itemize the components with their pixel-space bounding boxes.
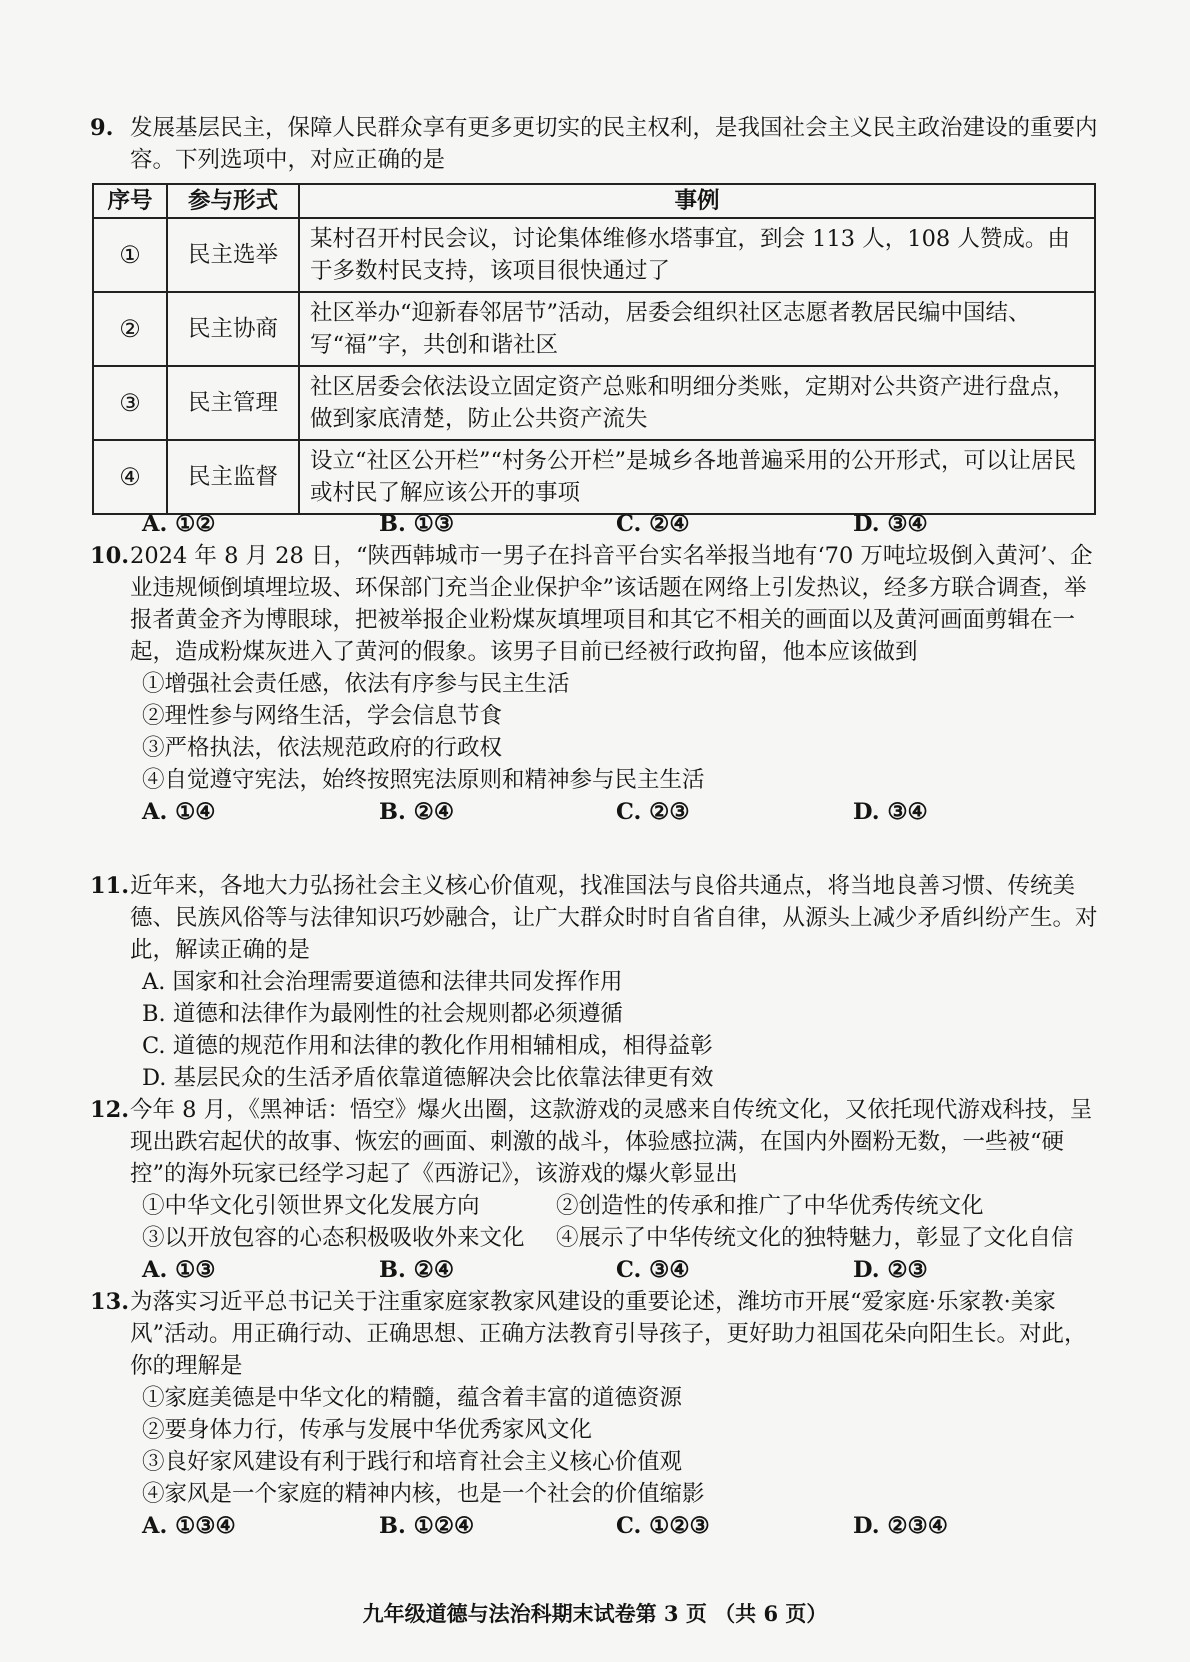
table-row <box>93 292 1095 366</box>
row-id: ④ <box>93 440 167 514</box>
statement-item: ③严格执法，依法规范政府的行政权 <box>142 735 503 761</box>
question-stem: 发展基层民主，保障人民群众享有更多更切实的民主权利，是我国社会主义民主政治建设的重要内容。下列选项中，对应正确的是 <box>130 115 1098 173</box>
question-stem: 近年来，各地大力弘扬社会主义核心价值观，找准国法与良俗共通点，将当地良善习惯、传统美德、民族风俗等与法律知识巧妙融合，让广大群众时时自省自律，从源头上减少矛盾纠纷产生。对此，解读正确的是 <box>130 873 1098 963</box>
question-12 <box>90 1094 1100 1286</box>
question-number: 11. <box>90 873 130 899</box>
question-9 <box>90 112 1100 176</box>
choice-c[interactable]: C. 道德的规范作用和法律的教化作用相辅相成，相得益彰 <box>142 1033 713 1059</box>
row-form: 民主协商 <box>167 292 299 366</box>
statement-item: ①增强社会责任感，依法有序参与民主生活 <box>142 671 570 697</box>
statement-item: ③以开放包容的心态积极吸收外来文化 <box>142 1225 525 1251</box>
page-footer: 九年级道德与法治科期末试卷第 3 页 （共 6 页） <box>362 1601 828 1626</box>
row-id: ① <box>93 218 167 292</box>
row-example: 社区举办“迎新春邻居节”活动，居委会组织社区志愿者教居民编中国结、写“福”字，共创和谐社区 <box>299 292 1095 366</box>
row-form: 民主监督 <box>167 440 299 514</box>
header-form: 参与形式 <box>167 184 299 218</box>
row-id: ③ <box>93 366 167 440</box>
statement-item: ②要身体力行，传承与发展中华优秀家风文化 <box>142 1417 593 1443</box>
option-d[interactable]: D. ②③④ <box>853 1513 948 1539</box>
statement-item: ②创造性的传承和推广了中华优秀传统文化 <box>556 1193 984 1219</box>
question-number: 9. <box>90 115 114 141</box>
option-a[interactable]: A. ①④ <box>142 799 216 825</box>
option-b[interactable]: B. ①②④ <box>379 1513 475 1539</box>
row-form: 民主管理 <box>167 366 299 440</box>
choice-d[interactable]: D. 基层民众的生活矛盾依靠道德解决会比依靠法律更有效 <box>142 1065 714 1091</box>
option-d[interactable]: D. ③④ <box>853 799 928 825</box>
table-header-row <box>93 184 1095 218</box>
row-example: 设立“社区公开栏”“村务公开栏”是城乡各地普遍采用的公开形式，可以让居民或村民了解应该公开的事项 <box>299 440 1095 514</box>
row-example: 社区居委会依法设立固定资产总账和明细分类账，定期对公共资产进行盘点，做到家底清楚，防止公共资产流失 <box>299 366 1095 440</box>
question-10 <box>90 540 1100 828</box>
row-id: ② <box>93 292 167 366</box>
option-c[interactable]: C. ①②③ <box>616 1513 710 1539</box>
democracy-table <box>92 183 1096 515</box>
question-stem: 今年 8 月，《黑神话：悟空》爆火出圈，这款游戏的灵感来自传统文化，又依托现代游戏科技，呈现出跌宕起伏的故事、恢宏的画面、刺激的战斗，体验感拉满，在国内外圈粉无数，一些被“硬控”的海外玩家已经学习起了《西游记》，该游戏的爆火彰显出 <box>130 1097 1093 1187</box>
row-example: 某村召开村民会议，讨论集体维修水塔事宜，到会 113 人，108 人赞成。由于多数村民支持，该项目很快通过了 <box>299 218 1095 292</box>
header-example: 事例 <box>299 184 1095 218</box>
question-9-options <box>90 508 1100 540</box>
table-row <box>93 440 1095 514</box>
row-form: 民主选举 <box>167 218 299 292</box>
statement-item: ④展示了中华传统文化的独特魅力，彰显了文化自信 <box>556 1225 1074 1251</box>
header-index: 序号 <box>93 184 167 218</box>
option-c[interactable]: C. ②④ <box>616 511 690 537</box>
option-b[interactable]: B. ②④ <box>379 1257 455 1283</box>
option-d[interactable]: D. ③④ <box>853 511 928 537</box>
option-a[interactable]: A. ①③ <box>142 1257 216 1283</box>
table-row <box>93 366 1095 440</box>
option-a[interactable]: A. ①③④ <box>142 1513 236 1539</box>
statement-item: ①中华文化引领世界文化发展方向 <box>142 1193 480 1219</box>
statement-item: ②理性参与网络生活，学会信息节食 <box>142 703 503 729</box>
statement-item: ④家风是一个家庭的精神内核，也是一个社会的价值缩影 <box>142 1481 705 1507</box>
option-a[interactable]: A. ①② <box>142 511 216 537</box>
option-d[interactable]: D. ②③ <box>853 1257 928 1283</box>
choice-a[interactable]: A. 国家和社会治理需要道德和法律共同发挥作用 <box>142 969 623 995</box>
question-number: 13. <box>90 1289 130 1315</box>
statement-item: ①家庭美德是中华文化的精髓，蕴含着丰富的道德资源 <box>142 1385 683 1411</box>
statement-item: ③良好家风建设有利于践行和培育社会主义核心价值观 <box>142 1449 683 1475</box>
option-b[interactable]: B. ①③ <box>379 511 455 537</box>
question-number: 10. <box>90 543 130 569</box>
option-c[interactable]: C. ②③ <box>616 799 690 825</box>
option-c[interactable]: C. ③④ <box>616 1257 690 1283</box>
question-11 <box>90 870 1100 1094</box>
choice-b[interactable]: B. 道德和法律作为最刚性的社会规则都必须遵循 <box>142 1001 623 1027</box>
question-stem: 2024 年 8 月 28 日，“陕西韩城市一男子在抖音平台实名举报当地有‘70 万吨垃圾倒入黄河’、企业违规倾倒填埋垃圾、环保部门充当企业保护伞”该话题在网络上引发热议，经多方联合调查，举报者黄金齐为博眼球，把被举报企业粉煤灰填埋项目和其它不相关的画面以及黄河画面剪辑在一起，造成粉煤灰进入了黄河的假象。该男子目前已经被行政拘留，他本应该做到 <box>130 543 1093 665</box>
question-number: 12. <box>90 1097 130 1123</box>
table-row <box>93 218 1095 292</box>
statement-item: ④自觉遵守宪法，始终按照宪法原则和精神参与民主生活 <box>142 767 705 793</box>
question-stem: 为落实习近平总书记关于注重家庭家教家风建设的重要论述，潍坊市开展“爱家庭·乐家教·美家风”活动。用正确行动、正确思想、正确方法教育引导孩子，更好助力祖国花朵向阳生长。对此，你的理解是 <box>130 1289 1087 1379</box>
question-13 <box>90 1286 1100 1542</box>
option-b[interactable]: B. ②④ <box>379 799 455 825</box>
